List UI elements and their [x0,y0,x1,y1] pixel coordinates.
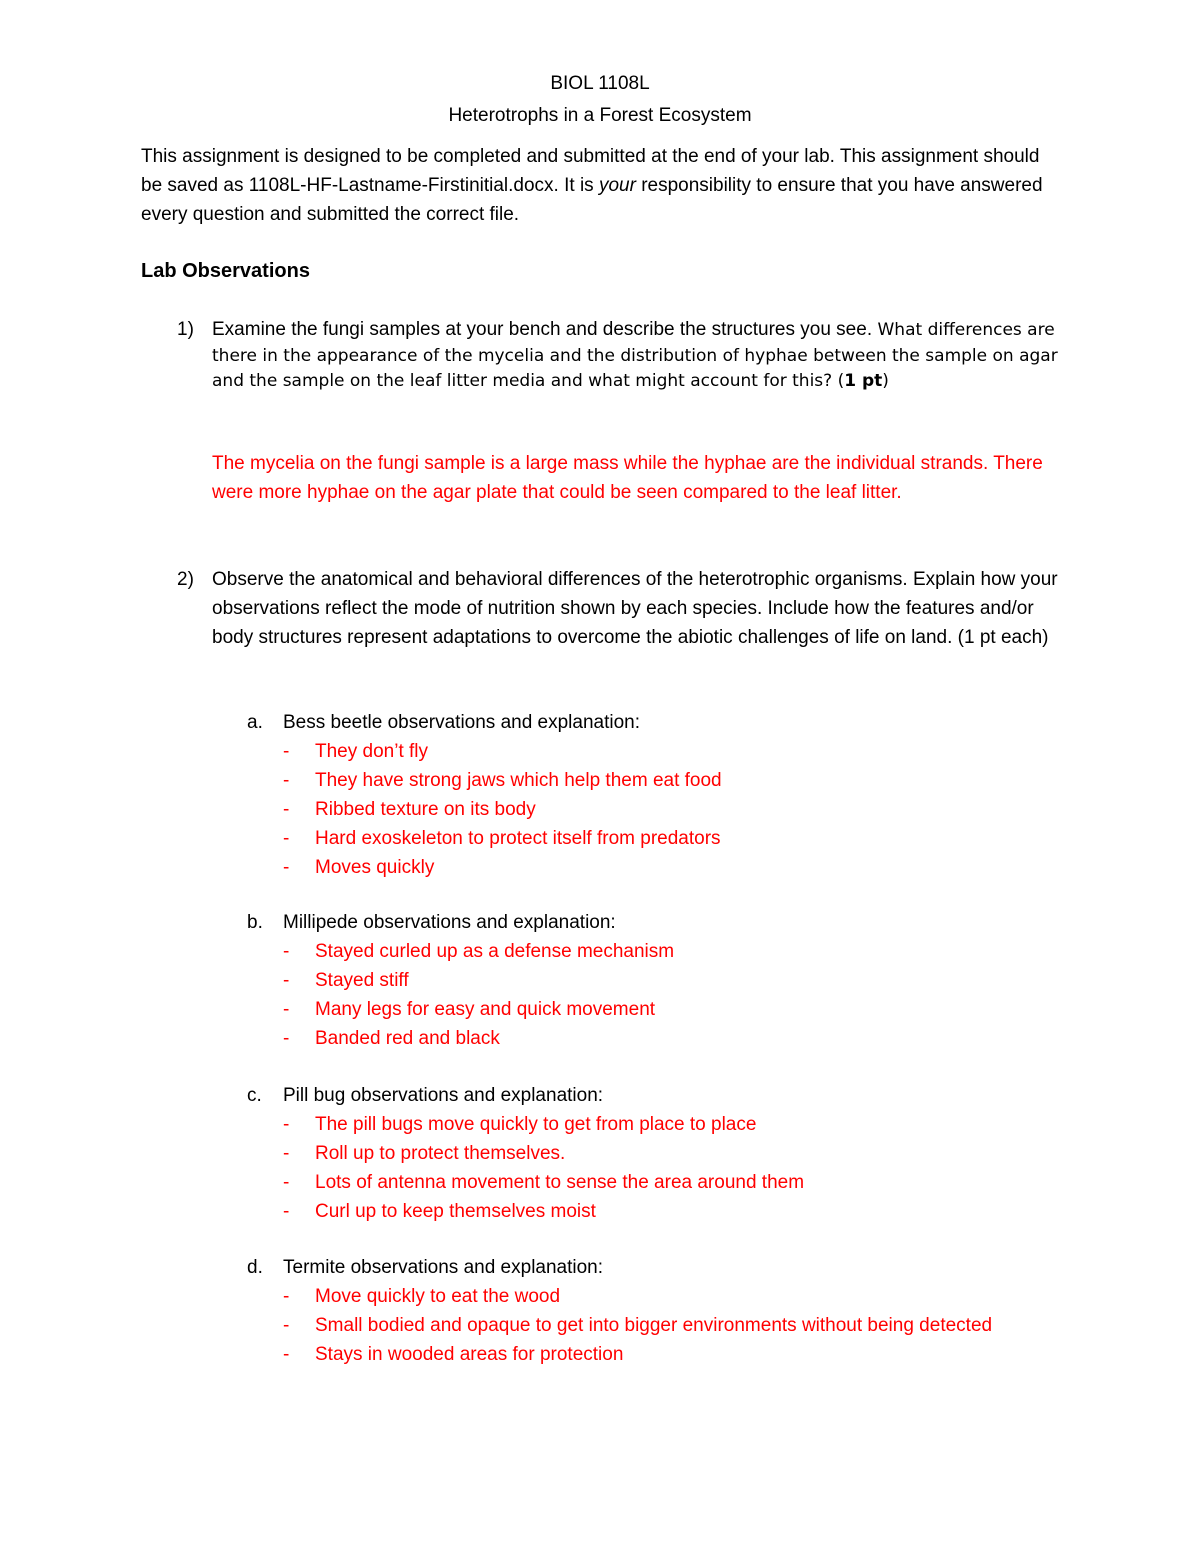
section-heading: Lab Observations [141,260,310,282]
list-item-text: Stayed stiff [315,970,409,991]
intro-emphasis: your [598,175,636,196]
part-d-letter: d. [247,1257,263,1278]
list-item-text: They don’t fly [315,741,428,762]
part-c-list [283,1110,1063,1226]
dash-marker: - [283,857,290,878]
list-item [283,1139,1063,1168]
list-item-text: Curl up to keep themselves moist [315,1201,596,1222]
list-item-text: Many legs for easy and quick movement [315,999,656,1020]
list-item [283,1340,1023,1369]
list-item-text: The pill bugs move quickly to get from place to place [315,1114,757,1135]
question-2-number: 2) [177,569,194,590]
list-item [283,966,1063,995]
dash-marker: - [283,941,290,962]
document-title: Heterotrophs in a Forest Ecosystem [448,105,752,126]
dash-marker: - [283,1114,290,1135]
dash-marker: - [283,828,290,849]
question-1-number: 1) [177,319,194,340]
list-item-text: Roll up to protect themselves. [315,1143,566,1164]
dash-marker: - [283,770,290,791]
list-item-text: Move quickly to eat the wood [315,1286,561,1307]
question-2-text: Observe the anatomical and behavioral differences of the heterotrophic organisms. Explain how your observations reflect the mode of nutrition shown by each species. Include how the features and/or body structures represent adaptations to overcome the abiotic challenges of life on land. (1 pt each) [212,569,1058,648]
part-b-letter: b. [247,912,263,933]
part-a-letter: a. [247,712,263,733]
question-1-answer: The mycelia on the fungi sample is a large mass while the hyphae are the individual strands. There were more hyphae on the agar plate that could be seen compared to the leaf litter. [212,453,1043,503]
list-item [283,937,1063,966]
question-1-text-a: Examine the fungi samples at your bench and describe the structures you see. [212,319,873,340]
list-item [283,1311,1023,1340]
list-item-text: Lots of antenna movement to sense the area around them [315,1172,805,1193]
list-item [283,795,1063,824]
part-c-title: Pill bug observations and explanation: [283,1085,604,1106]
list-item [283,737,1063,766]
part-b-title: Millipede observations and explanation: [283,912,616,933]
intro-paragraph [141,142,1061,229]
part-d-list [283,1282,1023,1369]
part-c-letter: c. [247,1085,262,1106]
part-b-list [283,937,1063,1053]
dash-marker: - [283,741,290,762]
list-item [283,853,1063,882]
dash-marker: - [283,1286,290,1307]
list-item-text: Banded red and black [315,1028,500,1049]
dash-marker: - [283,1201,290,1222]
list-item-text: They have strong jaws which help them eat food [315,770,722,791]
dash-marker: - [283,1344,290,1365]
list-item [283,1110,1063,1139]
dash-marker: - [283,799,290,820]
list-item [283,1024,1063,1053]
list-item-text: Hard exoskeleton to protect itself from predators [315,828,721,849]
part-a-title: Bess beetle observations and explanation: [283,712,641,733]
list-item [283,824,1063,853]
list-item-text: Moves quickly [315,857,435,878]
list-item [283,1197,1063,1226]
list-item [283,766,1063,795]
dash-marker: - [283,1172,290,1193]
list-item [283,1168,1063,1197]
question-1-text-c: ) [882,371,889,391]
dash-marker: - [283,1315,290,1336]
list-item-text: Stayed curled up as a defense mechanism [315,941,675,962]
question-1-text-b: What differences are there in the appearance of the mycelia and the distribution of hyphae between the sample on agar and the sample on the leaf litter media and what might account for this? ( [212,320,1058,391]
list-item-text: Stays in wooded areas for protection [315,1344,624,1365]
dash-marker: - [283,999,290,1020]
intro-text-1: This assignment is designed to be completed and submitted at the end of your lab. This assignment should be saved as 1108L-HF-Lastname-Firstinitial.docx. It is [141,146,1040,196]
part-a-list [283,737,1063,882]
dash-marker: - [283,1143,290,1164]
list-item-text: Ribbed texture on its body [315,799,536,820]
question-1-points: 1 pt [844,371,883,391]
part-d-title: Termite observations and explanation: [283,1257,604,1278]
intro-text-2: responsibility to ensure that you have answered every question and submitted the correct file. [141,175,1043,225]
list-item [283,995,1063,1024]
dash-marker: - [283,970,290,991]
dash-marker: - [283,1028,290,1049]
list-item [283,1282,1023,1311]
question-1-text [212,315,1062,394]
course-code: BIOL 1108L [550,73,650,94]
list-item-text: Small bodied and opaque to get into bigger environments without being detected [315,1315,993,1336]
